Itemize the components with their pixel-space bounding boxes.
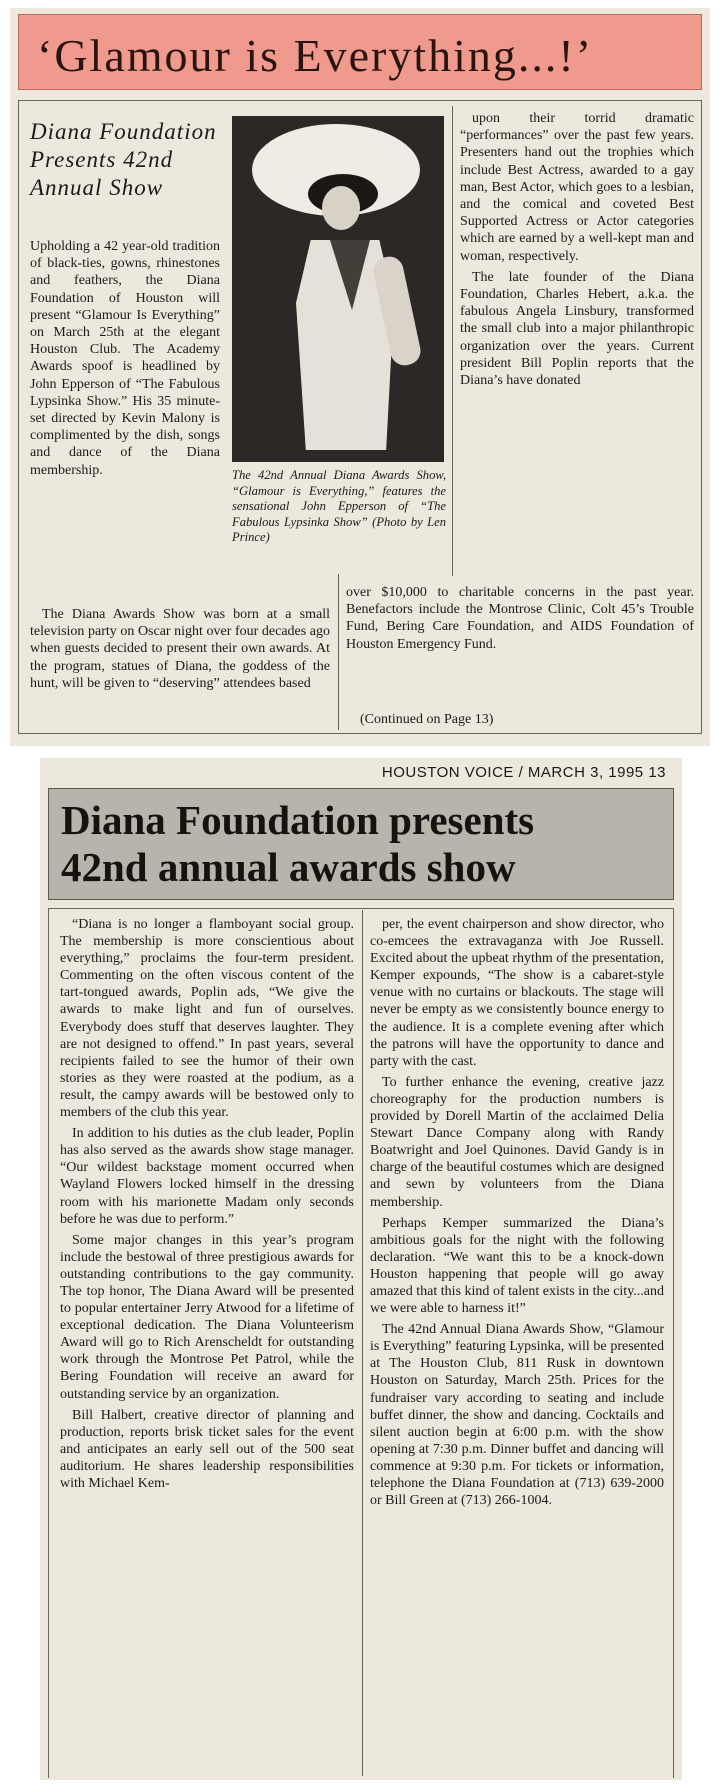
article-column-1 (30, 238, 220, 483)
article-column-bottom-right (346, 584, 694, 657)
paragraph: per, the event chairperson and show director, who co-emcees the extravaganza with Joe Russell. Excited about the upbeat rhythm of the presentation, Kemper expounds, “The show is a cabaret-style venue with no curtains or blackouts. The stage will never be empty as we consistently bounce energy to the audience. It is a complete evening after which the patrons will have the opportunity to dance and party with the cast. (370, 917, 664, 1069)
lypsinka-photo (232, 116, 444, 462)
column-divider (362, 910, 363, 1776)
column-divider (338, 574, 339, 730)
article-column-right (370, 916, 664, 1513)
article-column-bottom-left (30, 606, 330, 696)
paragraph: Some major changes in this year’s program include the bestowal of three prestigious awards for outstanding contributions to the gay community. The top honor, The Diana Award will be presented to popular entertainer Jerry Atwood for a lifetime of exceptional dedication. The Diana Volunteerism Award will go to Rich Arenscheldt for outstanding work through the Montrose Pet Patrol, while the Bering Foundation will receive an award for outstanding service by an organization. (60, 1232, 354, 1402)
banner-title: ‘Glamour is Everything...!’ (37, 30, 594, 81)
paragraph: upon their torrid dramatic “performances” over the past few years. Presenters hand out the trophies which include Best Actress, awarded to a gay man, Best Actor, which goes to a lesbian, and the comical and coveted Best Supported Actress or Actor categories which are earned by a well-kept man and woman, respectively. (460, 111, 694, 264)
headline-line-2: 42nd annual awards show (61, 844, 516, 890)
headline-box (48, 788, 674, 900)
article-column-left (60, 916, 354, 1496)
paragraph: In addition to his duties as the club leader, Poplin has also served as the awards show stage manager. “Our wildest backstage moment occurred when Wayland Flowers locked himself in the dressing room with his marionette Madam only seconds before he was due to perform.” (60, 1126, 354, 1227)
headline-line-1: Diana Foundation presents (61, 797, 535, 843)
paragraph: “Diana is no longer a flamboyant social group. The membership is more conscientious about everything,” proclaims the four-term president. Commenting on the often viscous content of the tart-tongued awards, Poplin ads, “We give the awards to make light and fun of ourselves. Everybody does stuff that deserves laughter. They are not designed to offend.” In past years, several recipients failed to see the humor of their own stories as they were roasted at the podium, as a result, the campy awards will be bestowed only to members of the club this year. (60, 917, 354, 1121)
photo-caption: The 42nd Annual Diana Awards Show, “Glamour is Everything,” features the sensational John Epperson of “The Fabulous Lypsinka Show” (Photo by Len Prince) (232, 468, 446, 545)
article-column-3 (460, 110, 694, 393)
paragraph: Bill Halbert, creative director of planning and production, reports brisk ticket sales for the event and anticipates an early sell out of the 500 seat auditorium. He shares leadership responsibilities with Michael Kem- (60, 1407, 354, 1491)
paragraph: Upholding a 42 year-old tradition of black-ties, gowns, rhinestones and feathers, the Diana Foundation of Houston will present “Glamour Is Everything” on March 25th at the elegant Houston Club. The Academy Awards spoof is headlined by John Epperson of “The Fabulous Lypsinka Show.” His 35 minute-set directed by Kevin Malony is complimented by the dish, songs and dance of the Diana membership. (30, 239, 220, 478)
page-masthead: HOUSTON VOICE / MARCH 3, 1995 13 (381, 764, 666, 781)
paragraph: The late founder of the Diana Foundation, Charles Hebert, a.k.a. the fabulous Angela Linsbury, transformed the small club into a major philanthropic organization over the years. Current president Bill Poplin reports that the Diana’s have donated (460, 269, 694, 389)
paragraph: Perhaps Kemper summarized the Diana’s ambitious goals for the night with the following declaration. “We want this to be a knock-down Houston happening that people will go away amazed that this kind of talent exists in the city...and we were able to harness it!” (370, 1215, 664, 1317)
headline (61, 797, 534, 891)
clipping-glamour-page (10, 8, 710, 746)
continued-note: (Continued on Page 13) (360, 712, 494, 727)
paragraph: The 42nd Annual Diana Awards Show, “Glamour is Everything” featuring Lypsinka, will be presented at The Houston Club, 811 Rusk in downtown Houston on Saturday, March 25th. Prices for the fundraiser vary according to seating and include buffet dinner, the show and dancing. Cocktails and silent auction begin at 6:00 p.m. with the show opening at 7:30 p.m. Dinner buffet and dancing will commence at 9:30 p.m. For tickets or information, telephone the Diana Foundation at (713) 639-2000 or Bill Green at (713) 266-1004. (370, 1322, 664, 1509)
paragraph: To further enhance the evening, creative jazz choreography for the production numbers is provided by Dorell Martin of the acclaimed Delia Stewart Dance Company along with Randy Boatwright and Joel Quinones. David Gandy is in charge of the beautiful costumes which are designed and sewn by volunteers from the Diana membership. (370, 1074, 664, 1210)
face-shape (322, 186, 360, 230)
article-kicker: Diana Foundation Presents 42nd Annual Show (30, 119, 217, 200)
paragraph: The Diana Awards Show was born at a small television party on Oscar night over four decades ago when guests decided to present their own awards. At the program, statues of Diana, the goddess of the hunt, will be given to “deserving” attendees based (30, 607, 330, 691)
clipping-houston-voice-page (40, 758, 682, 1780)
column-divider (452, 106, 453, 576)
paragraph: over $10,000 to charitable concerns in the past year. Benefactors include the Montrose Clinic, Colt 45’s Trouble Fund, Bering Care Foundation, and AIDS Foundation of Houston Emergency Fund. (346, 585, 694, 652)
banner-headline (18, 14, 702, 90)
